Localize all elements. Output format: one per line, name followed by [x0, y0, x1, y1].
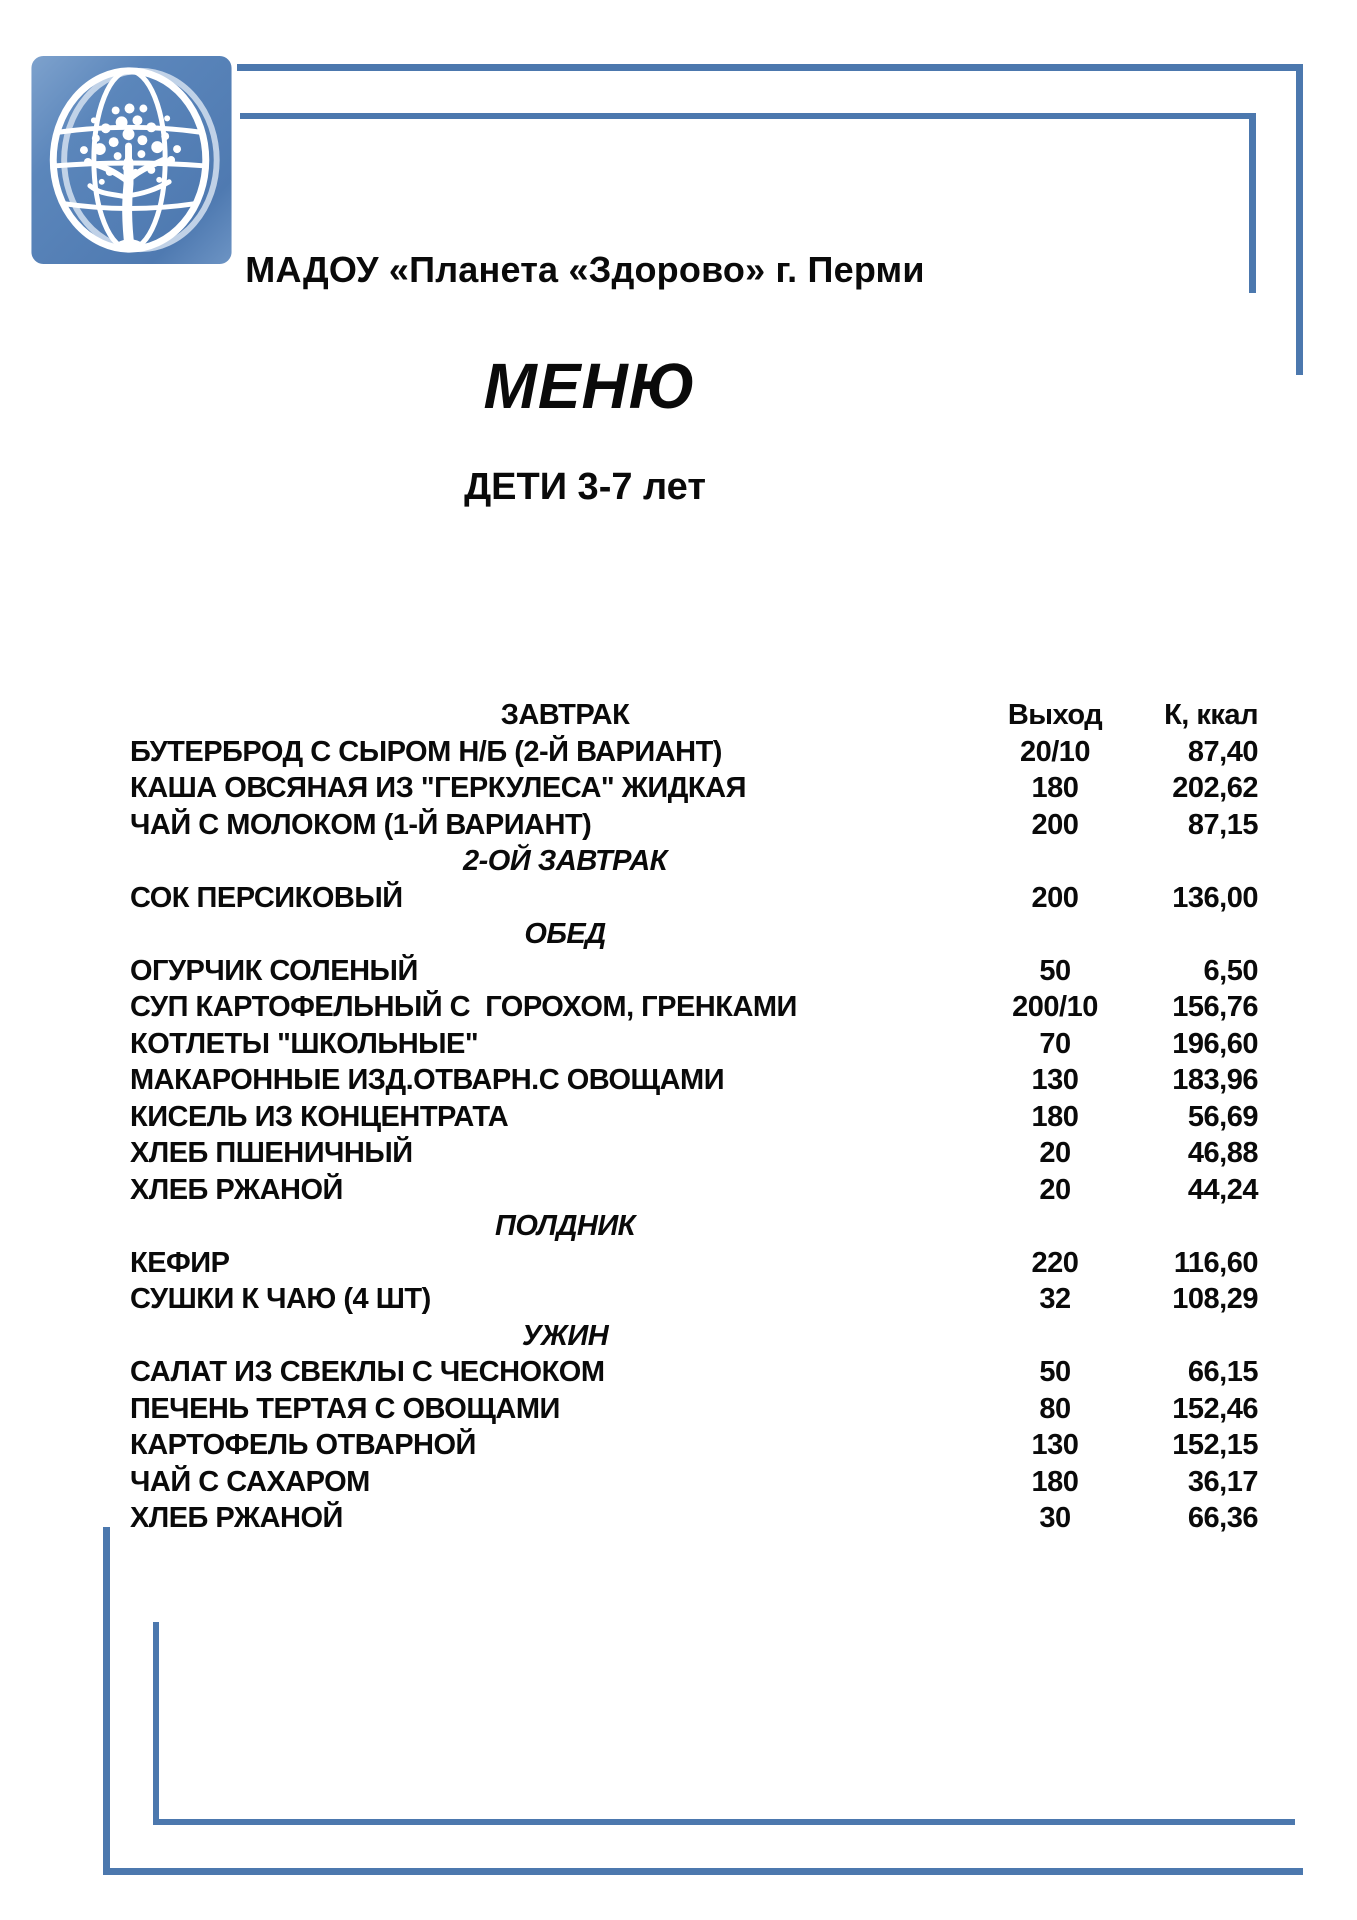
menu-item-row [130, 880, 1258, 917]
menu-item-row [130, 953, 1258, 990]
dish-name: СУП КАРТОФЕЛЬНЫЙ С ГОРОХОМ, ГРЕНКАМИ [130, 991, 797, 1023]
kcal-value: 44,24 [1187, 1173, 1258, 1206]
menu-item-row [130, 1281, 1258, 1318]
dish-name: ПЕЧЕНЬ ТЕРТАЯ С ОВОЩАМИ [130, 1392, 560, 1425]
portion-value: 20 [1039, 1173, 1071, 1206]
dish-name: КАРТОФЕЛЬ ОТВАРНОЙ [130, 1429, 476, 1461]
section-label: ОБЕД [524, 918, 606, 950]
portion-value: 200 [1031, 881, 1079, 914]
menu-item-row [130, 1026, 1258, 1063]
dish-name: БУТЕРБРОД С СЫРОМ Н/Б (2-Й ВАРИАНТ) [130, 735, 722, 768]
kcal-value: 87,40 [1187, 735, 1258, 768]
menu-item-row [130, 734, 1258, 771]
section-row [130, 1318, 1258, 1355]
dish-name: СОК ПЕРСИКОВЫЙ [130, 881, 403, 914]
kcal-value [1110, 1208, 1258, 1245]
column-header-portion: Выход [1007, 699, 1103, 731]
column-header-kcal: К, ккал [1164, 699, 1258, 731]
kcal-value: 36,17 [1187, 1465, 1258, 1498]
portion-value: 30 [1039, 1502, 1071, 1534]
menu-item-row [130, 1427, 1258, 1464]
org-title: МАДОУ «Планета «Здорово» г. Перми [245, 249, 925, 290]
section-row [130, 843, 1258, 880]
globe-tree-logo-icon [30, 55, 233, 265]
portion-value: 200/10 [1012, 991, 1098, 1023]
kcal-value: 183,96 [1172, 1064, 1258, 1096]
portion-value [1000, 843, 1110, 880]
top-border-inner-vertical [1249, 113, 1256, 293]
kcal-value: 66,15 [1187, 1356, 1258, 1388]
menu-item-row [130, 989, 1258, 1026]
dish-name: КАША ОВСЯНАЯ ИЗ "ГЕРКУЛЕСА" ЖИДКАЯ [130, 772, 746, 804]
bottom-border-inner-vertical [153, 1622, 159, 1825]
bottom-border-inner-horizontal [153, 1819, 1295, 1825]
dish-name: КЕФИР [130, 1246, 230, 1279]
kcal-value: 152,15 [1172, 1429, 1258, 1461]
portion-value [1000, 916, 1110, 953]
kcal-value [1110, 916, 1258, 953]
menu-item-row [130, 1099, 1258, 1136]
top-border-inner-horizontal [240, 113, 1256, 119]
kcal-value: 156,76 [1172, 991, 1258, 1023]
portion-value: 20/10 [1019, 735, 1091, 768]
dish-name: КИСЕЛЬ ИЗ КОНЦЕНТРАТА [130, 1100, 509, 1133]
menu-item-row [130, 1464, 1258, 1501]
portion-value: 180 [1031, 1465, 1079, 1498]
portion-value: 50 [1039, 954, 1071, 987]
portion-value: 180 [1031, 772, 1079, 804]
dish-name: ХЛЕБ РЖАНОЙ [130, 1173, 343, 1206]
portion-value: 80 [1039, 1392, 1071, 1425]
portion-value: 130 [1031, 1429, 1079, 1461]
menu-table-body [130, 697, 1258, 1537]
section-label: 2-ОЙ ЗАВТРАК [463, 845, 667, 877]
menu-item-row [130, 807, 1258, 844]
portion-value: 32 [1039, 1283, 1071, 1315]
section-label: ЗАВТРАК [500, 699, 630, 731]
menu-item-row [130, 1135, 1258, 1172]
kcal-value: 202,62 [1172, 772, 1258, 804]
menu-table [130, 697, 1258, 1537]
menu-item-row [130, 1391, 1258, 1428]
menu-item-row [130, 1062, 1258, 1099]
table-header-row [130, 697, 1258, 734]
dish-name: СУШКИ К ЧАЮ (4 ШТ) [130, 1283, 431, 1315]
kcal-value [1110, 1318, 1258, 1355]
dish-name: МАКАРОННЫЕ ИЗД.ОТВАРН.С ОВОЩАМИ [130, 1064, 725, 1096]
kcal-value: 196,60 [1172, 1027, 1258, 1060]
portion-value [1000, 1208, 1110, 1245]
dish-name: САЛАТ ИЗ СВЕКЛЫ С ЧЕСНОКОМ [130, 1356, 605, 1388]
section-row [130, 916, 1258, 953]
portion-value: 130 [1031, 1064, 1079, 1096]
portion-value: 200 [1031, 808, 1079, 841]
kcal-value: 116,60 [1173, 1246, 1258, 1279]
menu-item-row [130, 1500, 1258, 1537]
section-row [130, 1208, 1258, 1245]
portion-value: 70 [1039, 1027, 1071, 1060]
dish-name: КОТЛЕТЫ "ШКОЛЬНЫЕ" [130, 1027, 479, 1060]
dish-name: ХЛЕБ РЖАНОЙ [130, 1502, 343, 1534]
portion-value: 20 [1039, 1137, 1071, 1169]
kcal-value: 6,50 [1203, 954, 1258, 987]
top-border-outer-horizontal [237, 64, 1303, 71]
menu-item-row [130, 770, 1258, 807]
bottom-border-outer-vertical [103, 1527, 110, 1875]
section-label: ПОЛДНИК [494, 1210, 636, 1242]
menu-item-row [130, 1172, 1258, 1209]
kcal-value: 66,36 [1187, 1502, 1258, 1534]
section-label: УЖИН [521, 1319, 609, 1352]
menu-item-row [130, 1354, 1258, 1391]
kcal-value: 136,00 [1172, 881, 1258, 914]
dish-name: ЧАЙ С МОЛОКОМ (1-Й ВАРИАНТ) [130, 808, 592, 841]
age-group-title: ДЕТИ 3-7 лет [464, 466, 706, 508]
kcal-value: 87,15 [1187, 808, 1258, 841]
portion-value [1000, 1318, 1110, 1355]
kcal-value: 108,29 [1172, 1283, 1258, 1315]
globe-tree-logo [30, 55, 233, 265]
portion-value: 220 [1031, 1246, 1079, 1279]
kcal-value: 56,69 [1187, 1100, 1258, 1133]
portion-value: 180 [1031, 1100, 1079, 1133]
dish-name: ОГУРЧИК СОЛЕНЫЙ [130, 954, 418, 987]
menu-item-row [130, 1245, 1258, 1282]
menu-page-title: МЕНЮ [483, 350, 697, 422]
top-border-outer-vertical [1296, 64, 1303, 375]
dish-name: ХЛЕБ ПШЕНИЧНЫЙ [130, 1137, 413, 1169]
dish-name: ЧАЙ С САХАРОМ [130, 1465, 370, 1498]
kcal-value [1110, 843, 1258, 880]
kcal-value: 46,88 [1187, 1137, 1258, 1169]
portion-value: 50 [1039, 1356, 1071, 1388]
bottom-border-outer-horizontal [103, 1868, 1303, 1875]
kcal-value: 152,46 [1172, 1392, 1258, 1425]
